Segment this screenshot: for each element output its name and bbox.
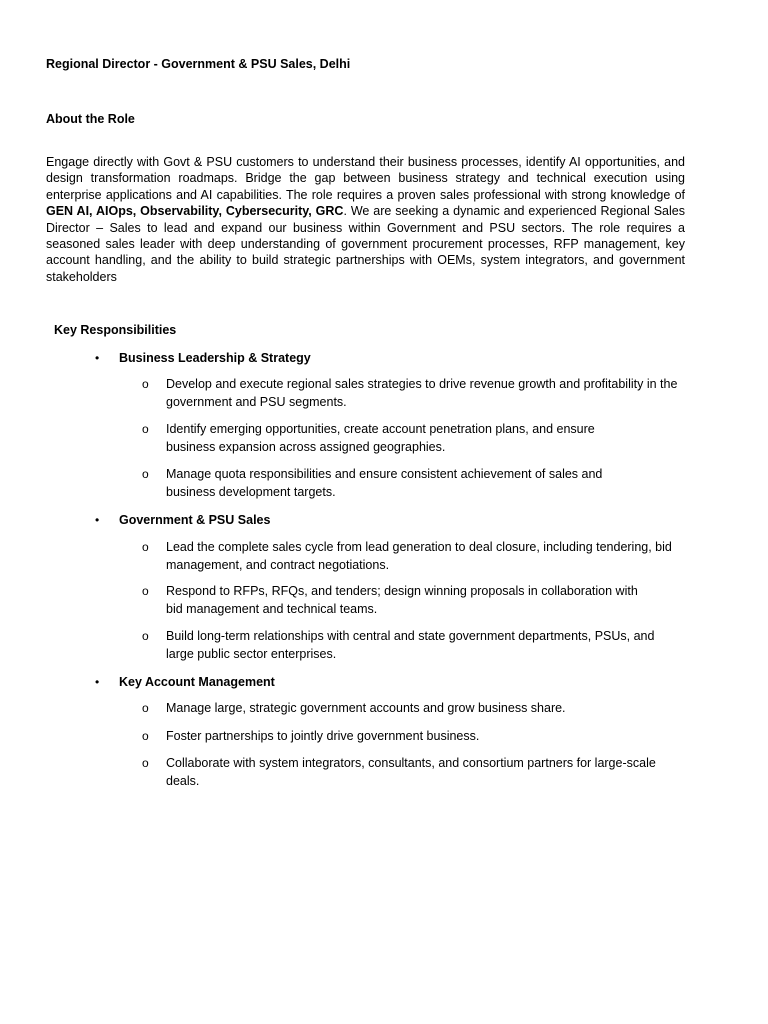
list-item-text: Build long-term relationships with central and state government departments, PSUs, and large public sector enterprises. bbox=[166, 629, 655, 661]
about-role-paragraph bbox=[46, 154, 685, 285]
sub-bullet-icon: o bbox=[142, 540, 149, 554]
list-item-text: Identify emerging opportunities, create account penetration plans, and ensure business expansion across assigned geographies. bbox=[166, 422, 595, 454]
bullet-icon: • bbox=[95, 351, 100, 365]
about-role-heading: About the Role bbox=[46, 112, 135, 126]
section-title: Key Account Management bbox=[119, 675, 275, 689]
sub-bullet-icon: o bbox=[142, 422, 149, 436]
key-responsibilities-heading: Key Responsibilities bbox=[54, 323, 177, 337]
sub-bullet-icon: o bbox=[142, 756, 149, 770]
document-title: Regional Director - Government & PSU Sales, Delhi bbox=[46, 57, 351, 71]
list-item-text: Foster partnerships to jointly drive government business. bbox=[166, 729, 480, 743]
list-item-text: Manage quota responsibilities and ensure consistent achievement of sales and business development targets. bbox=[166, 467, 603, 499]
sub-bullet-icon: o bbox=[142, 467, 149, 481]
list-item-text: Develop and execute regional sales strategies to drive revenue growth and profitability in the government and PSU segments. bbox=[166, 377, 678, 409]
sub-bullet-icon: o bbox=[142, 377, 149, 391]
sub-bullet-icon: o bbox=[142, 729, 149, 743]
list-item-text: Lead the complete sales cycle from lead generation to deal closure, including tendering, bid management, and contract negotiations. bbox=[166, 540, 672, 572]
section-title: Government & PSU Sales bbox=[119, 513, 271, 527]
about-text-bold-skills: GEN AI, AIOps, Observability, Cybersecurity, GRC bbox=[46, 204, 344, 219]
sub-bullet-icon: o bbox=[142, 584, 149, 598]
about-text-part: Engage directly with Govt & PSU customers to understand their business processes, identify AI opportunities, and design transformation roadmaps. Bridge the gap between business strategy and technical execution using enterprise applications and AI capabilities. The role requires a proven sales professional with strong knowledge of bbox=[46, 155, 685, 202]
about-text-part: . We are seeking a dynamic and experienced Regional Sales Director – Sales to lead and expand our business within Government and PSU sectors. The role requires a seasoned sales leader with deep understanding of government procurement processes, RFP management, key account handling, and the ability to build strategic partnerships with OEMs, system integrators, and government stakeholders bbox=[46, 204, 685, 284]
list-item-text: Collaborate with system integrators, consultants, and consortium partners for large-scale deals. bbox=[166, 756, 656, 788]
list-item-text: Respond to RFPs, RFQs, and tenders; design winning proposals in collaboration with bid management and technical teams. bbox=[166, 584, 638, 616]
sub-bullet-icon: o bbox=[142, 629, 149, 643]
section-title: Business Leadership & Strategy bbox=[119, 351, 311, 365]
list-item-text: Manage large, strategic government accounts and grow business share. bbox=[166, 701, 566, 715]
sub-bullet-icon: o bbox=[142, 701, 149, 715]
bullet-icon: • bbox=[95, 513, 100, 527]
bullet-icon: • bbox=[95, 675, 100, 689]
